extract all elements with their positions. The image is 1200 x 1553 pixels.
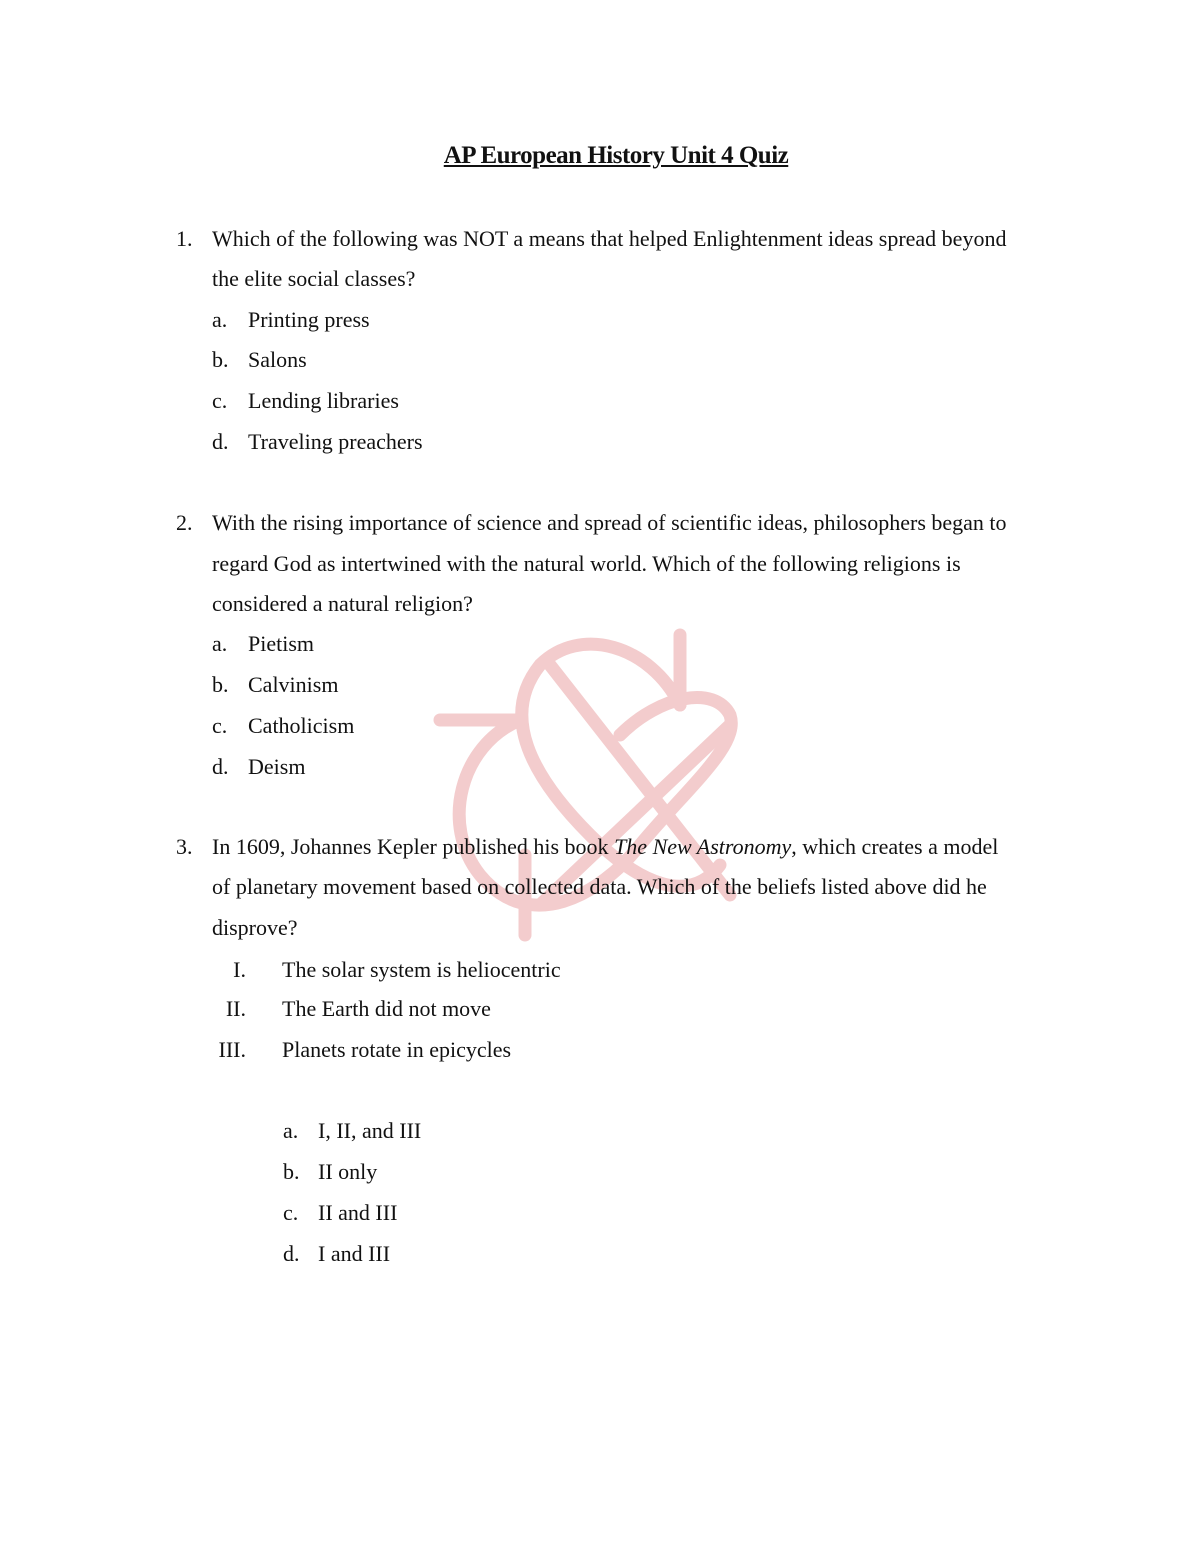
option-text: Printing press (248, 307, 370, 332)
question-text: of planetary movement based on collected data. Which of the beliefs listed above did he (212, 874, 987, 899)
statement-text: The solar system is heliocentric (282, 957, 561, 982)
page-title: AP European History Unit 4 Quiz (443, 142, 789, 169)
option-text: Traveling preachers (248, 429, 423, 454)
option-letter: b. (283, 1159, 300, 1184)
option-letter: a. (212, 307, 228, 332)
option-letter: b. (212, 672, 229, 697)
option-letter: c. (283, 1200, 299, 1225)
option-letter: c. (212, 388, 228, 413)
option-text: Deism (248, 754, 306, 779)
question-text: the elite social classes? (212, 266, 416, 291)
option-letter: d. (212, 754, 229, 779)
question-text: considered a natural religion? (212, 591, 473, 616)
option-letter: a. (283, 1118, 299, 1143)
statement-numeral: III. (218, 1037, 246, 1062)
question-number: 3. (176, 834, 193, 859)
statement-text: Planets rotate in epicycles (282, 1037, 512, 1062)
question-text: disprove? (212, 915, 298, 940)
option-text: Catholicism (248, 713, 355, 738)
question-text: regard God as intertwined with the natural world. Which of the following religions is (212, 551, 961, 576)
option-letter: d. (283, 1241, 300, 1266)
option-text: Salons (248, 347, 307, 372)
option-text: I and III (318, 1241, 391, 1266)
option-text: Lending libraries (248, 388, 399, 413)
option-letter: a. (212, 631, 228, 656)
book-title: The New Astronomy (614, 834, 792, 859)
option-text: II only (318, 1159, 378, 1184)
option-letter: c. (212, 713, 228, 738)
question-text-part: In 1609, Johannes Kepler published his book (212, 834, 615, 859)
question-text (212, 834, 998, 860)
question-number: 2. (176, 510, 193, 535)
option-text: Pietism (248, 631, 315, 656)
option-text: II and III (318, 1200, 398, 1225)
question-number: 1. (176, 226, 193, 251)
option-letter: d. (212, 429, 229, 454)
question-text: With the rising importance of science and spread of scientific ideas, philosophers began to (212, 510, 1007, 535)
question-text-part: , which creates a model (791, 834, 999, 859)
statement-numeral: II. (225, 996, 246, 1021)
statement-text: The Earth did not move (282, 996, 491, 1021)
statement-numeral: I. (233, 957, 246, 982)
option-text: I, II, and III (318, 1118, 422, 1143)
option-text: Calvinism (248, 672, 339, 697)
option-letter: b. (212, 347, 229, 372)
question-text: Which of the following was NOT a means that helped Enlightenment ideas spread beyond (212, 226, 1007, 251)
